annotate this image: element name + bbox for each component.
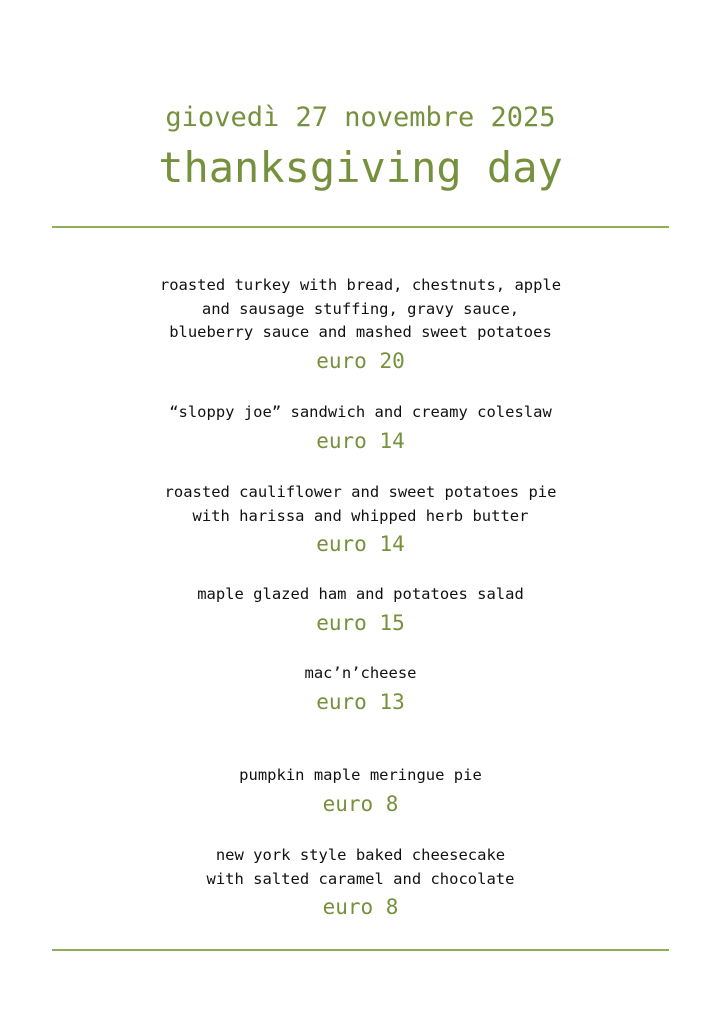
menu-item-price: euro 14 [316,532,405,556]
top-divider [52,226,669,228]
menu-item-description: pumpkin maple meringue pie [239,766,482,784]
menu-item-cauliflower-pie [0,481,721,559]
menu-item-mac-n-cheese [0,662,721,717]
menu-item-description: maple glazed ham and potatoes salad [197,585,524,603]
menu-item-pumpkin-pie [0,764,721,819]
menu-item-price: euro 15 [316,610,405,635]
menu-item-price: euro 20 [316,348,405,373]
menu-item-price: euro 14 [316,428,405,453]
menu-item-price: euro 13 [316,689,405,714]
menu-date: giovedì 27 novembre 2025 [165,102,556,133]
menu-title: thanksgiving day [158,143,563,192]
menu-item-description: mac’n’cheese [304,664,417,682]
bottom-divider [52,949,669,951]
menu-item-description: new york style baked cheesecake with salted caramel and chocolate [206,846,515,888]
menu-item-price: euro 8 [322,791,399,816]
menu-item-sloppy-joe [0,401,721,456]
menu-item-description: roasted cauliflower and sweet potatoes pie with harissa and whipped herb butter [164,483,557,525]
menu-item-description: roasted turkey with bread, chestnuts, apple and sausage stuffing, gravy sauce, blueberry sauce and mashed sweet potatoes [159,276,562,341]
menu-item-price: euro 8 [322,895,399,919]
menu-item-glazed-ham [0,583,721,638]
menu-item-turkey [0,274,721,376]
menu-item-description: “sloppy joe” sandwich and creamy coleslaw [169,403,552,421]
menu-item-cheesecake [0,844,721,922]
